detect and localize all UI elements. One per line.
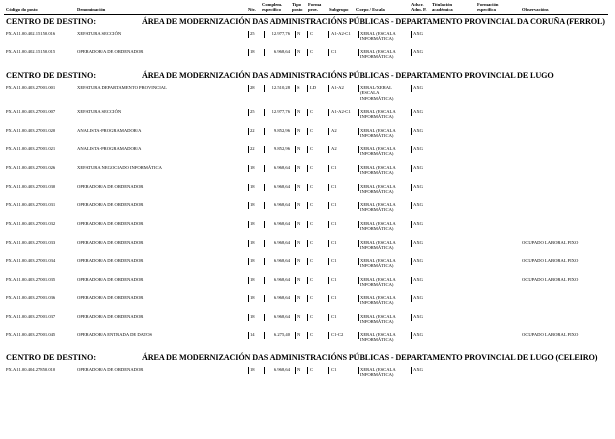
cell-denominacion: XEFATURA SECCIÓN xyxy=(77,31,122,36)
column-separator xyxy=(307,165,308,172)
column-separator xyxy=(411,49,412,56)
column-separator xyxy=(358,258,359,265)
column-separator xyxy=(358,128,359,135)
cell-codigo: PX.A11.00.402.15150.016 xyxy=(6,31,56,36)
header-tipo: Tipo posto xyxy=(292,2,303,12)
column-separator xyxy=(358,367,359,374)
cell-complemento: 6.968,64 xyxy=(273,184,290,189)
column-separator xyxy=(295,202,296,209)
cell-tipo: N xyxy=(297,202,301,207)
column-separator xyxy=(307,109,308,116)
cell-tipo: N xyxy=(297,146,301,151)
section-value: ÁREA DE MODERNIZACIÓN DAS ADMINISTRACIÓNS PÚBLICAS - DEPARTAMENTO PROVINCIAL DA CORUÑA (FERROL) xyxy=(142,17,605,26)
cell-subgrupo: A2 xyxy=(331,128,337,133)
cell-subgrupo: C1 xyxy=(331,314,337,319)
cell-adscricion: AXG xyxy=(413,258,423,263)
column-separator xyxy=(264,85,265,92)
column-separator xyxy=(248,49,249,56)
column-separator xyxy=(328,277,329,284)
column-separator xyxy=(264,240,265,247)
column-separator xyxy=(264,202,265,209)
cell-adscricion: AXG xyxy=(413,240,423,245)
column-separator xyxy=(411,184,412,191)
column-separator xyxy=(358,240,359,247)
column-separator xyxy=(307,202,308,209)
column-separator xyxy=(264,146,265,153)
cell-forma: C xyxy=(310,146,314,151)
column-separator xyxy=(358,31,359,38)
column-separator xyxy=(248,240,249,247)
column-separator xyxy=(295,146,296,153)
cell-forma: C xyxy=(310,332,314,337)
column-separator xyxy=(248,221,249,228)
cell-denominacion: OPERADOR/A DE ORDENADOR xyxy=(77,258,144,263)
column-separator xyxy=(264,109,265,116)
column-separator xyxy=(295,109,296,116)
cell-corpo: XERAL (ESCALA INFORMÁTICA) xyxy=(360,367,396,378)
cell-corpo: XERAL (ESCALA INFORMÁTICA) xyxy=(360,277,396,288)
header-formacion: Formación específica xyxy=(477,2,499,12)
cell-complemento: 6.968,64 xyxy=(273,295,290,300)
column-separator xyxy=(264,277,265,284)
cell-tipo: N xyxy=(297,367,301,372)
cell-complemento: 6.968,64 xyxy=(273,165,290,170)
cell-tipo: N xyxy=(297,165,301,170)
column-separator xyxy=(328,165,329,172)
cell-subgrupo: C1 xyxy=(331,221,337,226)
column-separator xyxy=(248,31,249,38)
column-separator xyxy=(358,332,359,339)
cell-adscricion: AXG xyxy=(413,146,423,151)
cell-subgrupo: C1 xyxy=(331,367,337,372)
column-separator xyxy=(411,221,412,228)
cell-denominacion: OPERADOR/A DE ORDENADOR xyxy=(77,295,144,300)
cell-adscricion: AXG xyxy=(413,295,423,300)
cell-nivel: 18 xyxy=(250,202,255,207)
column-separator xyxy=(295,31,296,38)
column-separator xyxy=(328,332,329,339)
cell-forma: C xyxy=(310,367,314,372)
column-separator xyxy=(411,367,412,374)
cell-codigo: PX.A11.00.403.27001.035 xyxy=(6,277,56,282)
cell-denominacion: ANALISTA-PROGRAMADOR/A xyxy=(77,128,142,133)
cell-denominacion: OPERADOR/A DE ORDENADOR xyxy=(77,221,144,226)
column-separator xyxy=(248,332,249,339)
column-separator xyxy=(264,332,265,339)
column-separator xyxy=(248,184,249,191)
column-separator xyxy=(295,240,296,247)
column-separator xyxy=(307,314,308,321)
cell-forma: C xyxy=(310,221,314,226)
cell-tipo: N xyxy=(297,128,301,133)
column-separator xyxy=(358,146,359,153)
cell-corpo: XERAL (ESCALA INFORMÁTICA) xyxy=(360,202,396,213)
cell-subgrupo: A1-A2-C1 xyxy=(331,109,351,114)
header-subgrupo: Subgrupo xyxy=(329,7,349,12)
cell-corpo: XERAL (ESCALA INFORMÁTICA) xyxy=(360,221,396,232)
column-separator xyxy=(295,221,296,228)
cell-codigo: PX.A11.00.404.27850.010 xyxy=(6,367,56,372)
cell-corpo: XERAL (ESCALA INFORMÁTICA) xyxy=(360,332,396,343)
column-separator xyxy=(328,85,329,92)
column-separator xyxy=(248,295,249,302)
column-separator xyxy=(307,31,308,38)
cell-tipo: N xyxy=(297,184,301,189)
column-separator xyxy=(307,295,308,302)
column-separator xyxy=(358,109,359,116)
column-separator xyxy=(328,314,329,321)
header-complemento: Complem. específico xyxy=(262,2,283,12)
header-adscricion: Adscr. Adm. P. xyxy=(411,2,427,12)
cell-corpo: XERAL (ESCALA INFORMÁTICA) xyxy=(360,109,396,120)
cell-nivel: 22 xyxy=(250,128,255,133)
column-separator xyxy=(411,295,412,302)
column-separator xyxy=(248,314,249,321)
header-denominacion: Denominación xyxy=(77,7,106,12)
column-separator xyxy=(328,240,329,247)
column-separator xyxy=(264,258,265,265)
cell-complemento: 6.968,64 xyxy=(273,367,290,372)
column-separator xyxy=(411,128,412,135)
column-separator xyxy=(328,109,329,116)
cell-denominacion: XEFATURA NEGOCIADO INFORMÁTICA xyxy=(77,165,162,170)
cell-denominacion: OPERADOR/A DE ORDENADOR xyxy=(77,240,144,245)
cell-tipo: N xyxy=(297,277,301,282)
section-value: ÁREA DE MODERNIZACIÓN DAS ADMINISTRACIÓNS PÚBLICAS - DEPARTAMENTO PROVINCIAL DE LUGO (CELEIRO) xyxy=(142,353,598,362)
cell-forma: C xyxy=(310,240,314,245)
cell-nivel: 18 xyxy=(250,367,255,372)
column-separator xyxy=(411,258,412,265)
column-separator xyxy=(358,221,359,228)
section-label: CENTRO DE DESTINO: xyxy=(6,353,97,362)
cell-denominacion: OPERADOR/A DE ORDENADOR xyxy=(77,202,144,207)
section-title xyxy=(6,17,608,26)
column-separator xyxy=(248,165,249,172)
column-separator xyxy=(264,31,265,38)
column-separator xyxy=(328,128,329,135)
cell-denominacion: OPERADOR/A DE ORDENADOR xyxy=(77,314,144,319)
cell-adscricion: AXG xyxy=(413,165,423,170)
section-label: CENTRO DE DESTINO: xyxy=(6,71,97,80)
cell-adscricion: AXG xyxy=(413,367,423,372)
column-separator xyxy=(328,202,329,209)
cell-codigo: PX.A11.00.403.27001.037 xyxy=(6,314,56,319)
column-separator xyxy=(295,258,296,265)
column-separator xyxy=(328,146,329,153)
cell-subgrupo: C1 xyxy=(331,165,337,170)
cell-nivel: 18 xyxy=(250,184,255,189)
cell-subgrupo: C1 xyxy=(331,202,337,207)
column-separator xyxy=(295,128,296,135)
cell-forma: C xyxy=(310,49,314,54)
cell-forma: C xyxy=(310,277,314,282)
cell-codigo: PX.A11.00.403.27001.045 xyxy=(6,332,56,337)
column-separator xyxy=(307,146,308,153)
column-separator xyxy=(248,258,249,265)
cell-nivel: 18 xyxy=(250,314,255,319)
cell-adscricion: AXG xyxy=(413,128,423,133)
cell-corpo: XERAL (ESCALA INFORMÁTICA) xyxy=(360,240,396,251)
column-separator xyxy=(307,258,308,265)
column-separator xyxy=(358,165,359,172)
column-separator xyxy=(307,85,308,92)
column-separator xyxy=(264,165,265,172)
column-separator xyxy=(264,128,265,135)
cell-nivel: 18 xyxy=(250,165,255,170)
column-separator xyxy=(411,314,412,321)
cell-denominacion: OPERADOR/A DE ORDENADOR xyxy=(77,49,144,54)
column-separator xyxy=(411,146,412,153)
column-separator xyxy=(295,184,296,191)
column-separator xyxy=(358,295,359,302)
column-separator xyxy=(358,49,359,56)
cell-complemento: 9.852,96 xyxy=(273,128,290,133)
column-separator xyxy=(264,295,265,302)
cell-corpo: XERAL (ESCALA INFORMÁTICA) xyxy=(360,146,396,157)
cell-forma: C xyxy=(310,128,314,133)
cell-tipo: N xyxy=(297,49,301,54)
cell-corpo: XERAL (ESCALA INFORMÁTICA) xyxy=(360,128,396,139)
cell-nivel: 22 xyxy=(250,146,255,151)
cell-forma: C xyxy=(310,109,314,114)
column-separator xyxy=(411,109,412,116)
cell-adscricion: AXG xyxy=(413,109,423,114)
cell-complemento: 6.968,64 xyxy=(273,221,290,226)
cell-forma: C xyxy=(310,258,314,263)
cell-denominacion: XEFATURA SECCIÓN xyxy=(77,109,122,114)
cell-corpo: XERAL (ESCALA INFORMÁTICA) xyxy=(360,184,396,195)
cell-subgrupo: C1 xyxy=(331,258,337,263)
column-separator xyxy=(295,165,296,172)
cell-tipo: N xyxy=(297,240,301,245)
cell-codigo: PX.A11.00.403.27001.031 xyxy=(6,202,56,207)
cell-codigo: PX.A11.00.403.27001.007 xyxy=(6,109,56,114)
column-separator xyxy=(264,221,265,228)
cell-nivel: 18 xyxy=(250,258,255,263)
cell-codigo: PX.A11.00.403.27001.001 xyxy=(6,85,56,90)
column-separator xyxy=(307,184,308,191)
cell-nivel: 14 xyxy=(250,332,255,337)
column-separator xyxy=(295,367,296,374)
cell-tipo: N xyxy=(297,314,301,319)
cell-complemento: 6.968,64 xyxy=(273,258,290,263)
column-separator xyxy=(248,202,249,209)
column-separator xyxy=(411,85,412,92)
cell-forma: C xyxy=(310,165,314,170)
column-separator xyxy=(358,202,359,209)
column-separator xyxy=(328,258,329,265)
cell-complemento: 12.510,28 xyxy=(271,85,290,90)
cell-nivel: 18 xyxy=(250,295,255,300)
header-forma: Forma prov. xyxy=(308,2,322,12)
column-separator xyxy=(411,165,412,172)
column-separator xyxy=(307,332,308,339)
cell-subgrupo: A2 xyxy=(331,146,337,151)
cell-adscricion: AXG xyxy=(413,184,423,189)
header-codigo: Código do posto xyxy=(6,7,38,12)
cell-corpo: XERAL/XERAL (ESCALA INFORMÁTICA) xyxy=(360,85,394,101)
column-separator xyxy=(295,314,296,321)
cell-corpo: XERAL (ESCALA INFORMÁTICA) xyxy=(360,49,396,60)
column-separator xyxy=(328,49,329,56)
cell-forma: C xyxy=(310,202,314,207)
cell-denominacion: OPERADOR/A DE ORDENADOR xyxy=(77,184,144,189)
cell-adscricion: AXG xyxy=(413,202,423,207)
cell-codigo: PX.A11.00.403.27001.036 xyxy=(6,295,56,300)
column-separator xyxy=(264,367,265,374)
cell-complemento: 9.852,96 xyxy=(273,146,290,151)
column-separator xyxy=(307,221,308,228)
column-separator xyxy=(328,295,329,302)
cell-denominacion: OPERADOR/A ENTRADA DE DATOS xyxy=(77,332,153,337)
section-value: ÁREA DE MODERNIZACIÓN DAS ADMINISTRACIÓNS PÚBLICAS - DEPARTAMENTO PROVINCIAL DE LUGO xyxy=(142,71,554,80)
column-separator xyxy=(328,221,329,228)
cell-adscricion: AXG xyxy=(413,85,423,90)
cell-codigo: PX.A11.00.403.27001.030 xyxy=(6,184,56,189)
column-separator xyxy=(295,332,296,339)
cell-adscricion: AXG xyxy=(413,314,423,319)
cell-subgrupo: C1-C2 xyxy=(331,332,344,337)
cell-corpo: XERAL (ESCALA INFORMÁTICA) xyxy=(360,165,396,176)
column-separator xyxy=(295,295,296,302)
cell-subgrupo: C1 xyxy=(331,277,337,282)
cell-codigo: PX.A11.00.403.27001.034 xyxy=(6,258,56,263)
cell-observacions: OCUPADO LABORAL FIXO xyxy=(522,240,579,245)
column-separator xyxy=(328,31,329,38)
column-separator xyxy=(248,85,249,92)
cell-adscricion: AXG xyxy=(413,221,423,226)
column-separator xyxy=(358,314,359,321)
cell-complemento: 6.275,40 xyxy=(273,332,290,337)
cell-subgrupo: A1-A2-C1 xyxy=(331,31,351,36)
header-observacions: Observacións xyxy=(522,7,549,12)
column-separator xyxy=(264,49,265,56)
column-separator xyxy=(307,128,308,135)
column-separator xyxy=(264,314,265,321)
cell-nivel: 25 xyxy=(250,109,255,114)
cell-denominacion: ANALISTA-PROGRAMADOR/A xyxy=(77,146,142,151)
column-separator xyxy=(295,277,296,284)
cell-tipo: N xyxy=(297,295,301,300)
cell-complemento: 12.977,76 xyxy=(271,109,290,114)
cell-forma: C xyxy=(310,184,314,189)
column-separator xyxy=(411,332,412,339)
cell-tipo: N xyxy=(297,221,301,226)
cell-corpo: XERAL (ESCALA INFORMÁTICA) xyxy=(360,258,396,269)
column-separator xyxy=(411,240,412,247)
cell-tipo: N xyxy=(297,258,301,263)
cell-complemento: 6.968,64 xyxy=(273,240,290,245)
cell-forma: LD xyxy=(310,85,317,90)
cell-adscricion: AXG xyxy=(413,277,423,282)
column-separator xyxy=(248,367,249,374)
cell-tipo: S xyxy=(297,85,300,90)
cell-adscricion: AXG xyxy=(413,49,423,54)
column-separator xyxy=(248,109,249,116)
cell-adscricion: AXG xyxy=(413,332,423,337)
cell-corpo: XERAL (ESCALA INFORMÁTICA) xyxy=(360,295,396,306)
cell-observacions: OCUPADO LABORAL FIXO xyxy=(522,332,579,337)
cell-adscricion: AXG xyxy=(413,31,423,36)
cell-nivel: 25 xyxy=(250,31,255,36)
cell-subgrupo: C1 xyxy=(331,295,337,300)
cell-subgrupo: A1-A2 xyxy=(331,85,344,90)
header-divider xyxy=(4,14,608,15)
column-separator xyxy=(264,184,265,191)
column-separator xyxy=(248,277,249,284)
column-separator xyxy=(307,277,308,284)
cell-tipo: N xyxy=(297,31,301,36)
cell-codigo: PX.A11.00.403.27001.026 xyxy=(6,165,56,170)
column-separator xyxy=(307,367,308,374)
cell-complemento: 6.968,64 xyxy=(273,202,290,207)
cell-subgrupo: C1 xyxy=(331,240,337,245)
cell-nivel: 28 xyxy=(250,85,255,90)
cell-codigo: PX.A11.00.403.27001.021 xyxy=(6,146,56,151)
column-separator xyxy=(358,277,359,284)
column-separator xyxy=(248,128,249,135)
cell-codigo: PX.A11.00.403.27001.033 xyxy=(6,240,56,245)
column-separator xyxy=(411,202,412,209)
cell-nivel: 18 xyxy=(250,277,255,282)
cell-tipo: N xyxy=(297,332,301,337)
cell-codigo: PX.A11.00.403.27001.020 xyxy=(6,128,56,133)
section-label: CENTRO DE DESTINO: xyxy=(6,17,97,26)
cell-subgrupo: C1 xyxy=(331,184,337,189)
cell-denominacion: OPERADOR/A DE ORDENADOR xyxy=(77,277,144,282)
cell-tipo: N xyxy=(297,109,301,114)
column-separator xyxy=(328,184,329,191)
cell-nivel: 18 xyxy=(250,49,255,54)
cell-forma: C xyxy=(310,295,314,300)
column-separator xyxy=(358,85,359,92)
cell-subgrupo: C1 xyxy=(331,49,337,54)
cell-codigo: PX.A11.00.402.15150.015 xyxy=(6,49,56,54)
cell-complemento: 6.968,64 xyxy=(273,49,290,54)
column-separator xyxy=(307,49,308,56)
cell-complemento: 12.977,76 xyxy=(271,31,290,36)
header-nivel: Niv. xyxy=(248,7,256,12)
cell-nivel: 18 xyxy=(250,240,255,245)
header-corpo: Corpo / Escala xyxy=(356,7,385,12)
cell-observacions: OCUPADO LABORAL FIXO xyxy=(522,258,579,263)
column-separator xyxy=(307,240,308,247)
cell-forma: C xyxy=(310,31,314,36)
column-separator xyxy=(411,277,412,284)
cell-corpo: XERAL (ESCALA INFORMÁTICA) xyxy=(360,31,396,42)
cell-denominacion: OPERADOR/A DE ORDENADOR xyxy=(77,367,144,372)
cell-denominacion: XEFATURA DEPARTAMENTO PROVINCIAL xyxy=(77,85,167,90)
column-separator xyxy=(328,367,329,374)
cell-nivel: 18 xyxy=(250,221,255,226)
header-titulacion: Titulación académica xyxy=(432,2,453,12)
cell-forma: C xyxy=(310,314,314,319)
cell-complemento: 6.968,64 xyxy=(273,314,290,319)
column-separator xyxy=(411,31,412,38)
section-title xyxy=(6,71,608,80)
section-title xyxy=(6,353,608,362)
column-separator xyxy=(358,184,359,191)
cell-corpo: XERAL (ESCALA INFORMÁTICA) xyxy=(360,314,396,325)
cell-codigo: PX.A11.00.403.27001.032 xyxy=(6,221,56,226)
cell-complemento: 6.968,64 xyxy=(273,277,290,282)
column-separator xyxy=(295,85,296,92)
column-separator xyxy=(295,49,296,56)
column-separator xyxy=(248,146,249,153)
cell-observacions: OCUPADO LABORAL FIXO xyxy=(522,277,579,282)
